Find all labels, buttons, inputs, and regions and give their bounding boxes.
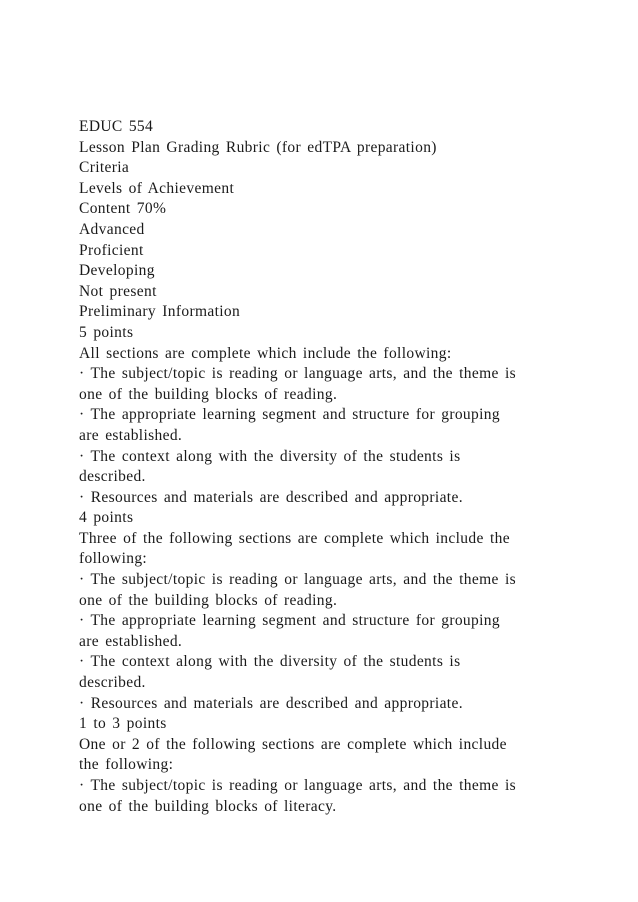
text-line: All sections are complete which include the following: (79, 344, 452, 362)
content-weight: Content 70% (79, 200, 167, 218)
level-developing: Developing (79, 262, 155, 280)
text-line: Three of the following sections are complete which include the (79, 529, 510, 547)
text-line: following: (79, 550, 148, 568)
text-line: · Resources and materials are described and appropriate. (79, 694, 463, 712)
level-advanced: Advanced (79, 220, 145, 238)
document-text (79, 117, 599, 817)
points-label: 1 to 3 points (79, 715, 167, 733)
document-title: Lesson Plan Grading Rubric (for edTPA preparation) (79, 138, 437, 156)
points-label: 5 points (79, 323, 134, 341)
section-heading: Preliminary Information (79, 303, 241, 321)
text-line: · Resources and materials are described and appropriate. (79, 488, 463, 506)
text-line: the following: (79, 756, 174, 774)
text-line: One or 2 of the following sections are complete which include (79, 735, 507, 753)
text-line: · The context along with the diversity of the students is (79, 653, 461, 671)
text-line: one of the building blocks of reading. (79, 591, 338, 609)
level-proficient: Proficient (79, 241, 144, 259)
text-line: · The appropriate learning segment and structure for grouping (79, 406, 500, 424)
text-line: described. (79, 468, 146, 486)
text-line: · The subject/topic is reading or language arts, and the theme is (79, 365, 517, 383)
criteria-heading: Criteria (79, 159, 130, 177)
course-code: EDUC 554 (79, 118, 154, 135)
text-line: one of the building blocks of literacy. (79, 797, 337, 815)
text-line: one of the building blocks of reading. (79, 385, 338, 403)
text-line: · The subject/topic is reading or language arts, and the theme is (79, 777, 517, 794)
text-line: · The context along with the diversity of the students is (79, 447, 461, 465)
level-not-present: Not present (79, 282, 157, 300)
text-line: are established. (79, 426, 183, 444)
text-line: are established. (79, 632, 183, 650)
text-line: described. (79, 674, 146, 692)
text-line: · The subject/topic is reading or language arts, and the theme is (79, 571, 517, 589)
text-line: · The appropriate learning segment and structure for grouping (79, 612, 500, 630)
levels-heading: Levels of Achievement (79, 179, 235, 197)
points-label: 4 points (79, 509, 134, 527)
